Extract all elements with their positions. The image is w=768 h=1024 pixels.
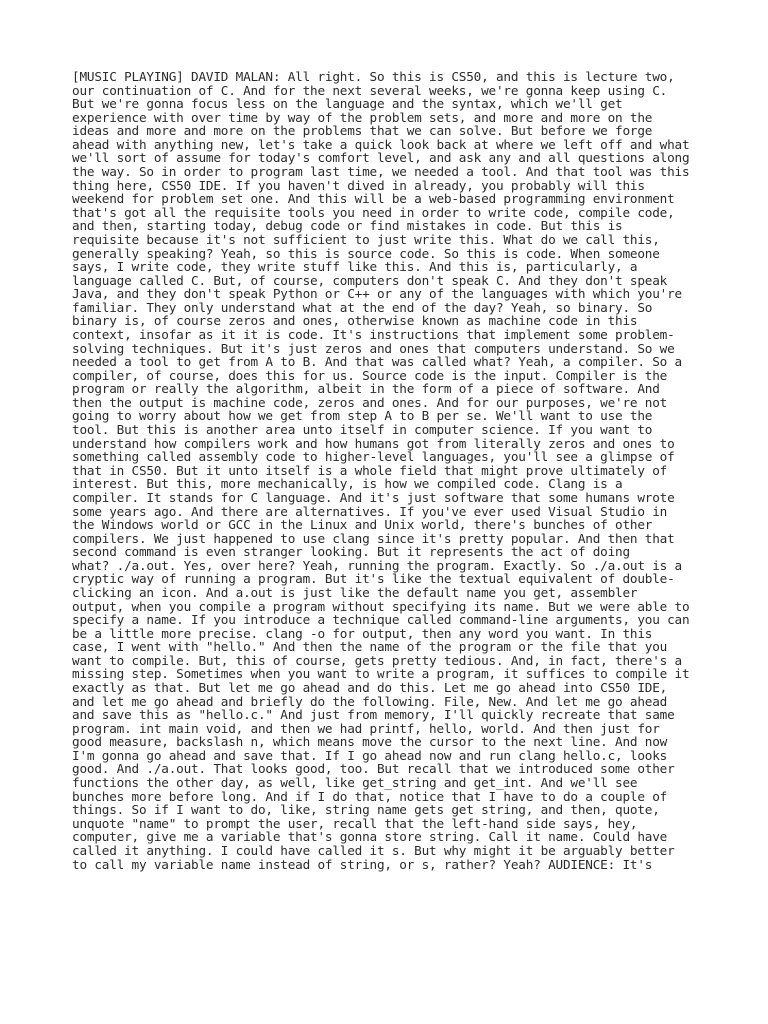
transcript-line: that's got all the requisite tools you need in order to write code, compile code,	[72, 204, 675, 220]
transcript-line: needed a tool to get from A to B. And that was called what? Yeah, a compiler. So a	[72, 354, 682, 370]
transcript-line: [MUSIC PLAYING] DAVID MALAN: All right. So this is CS50, and this is lecture two,	[72, 69, 675, 84]
transcript-line: familiar. They only understand what at the end of the day? Yeah, so binary. So	[72, 299, 653, 315]
transcript-line: context, insofar as it it is code. It's instructions that implement some problem-	[72, 326, 675, 342]
transcript-line: ahead with anything new, let's take a quick look back at where we left off and what	[72, 136, 690, 152]
transcript-line: missing step. Sometimes when you want to write a program, it suffices to compile it	[72, 666, 690, 682]
transcript-line: program. int main void, and then we had printf, hello, world. And then just for	[72, 720, 660, 736]
transcript-line: what? ./a.out. Yes, over here? Yeah, running the program. Exactly. So ./a.out is a	[72, 557, 682, 573]
transcript-line: something called assembly code to higher-level languages, you'll see a glimpse of	[72, 449, 675, 465]
transcript-line: things. So if I want to do, like, string name gets get string, and then, quote,	[72, 802, 660, 818]
transcript-line: requisite because it's not sufficient to just write this. What do we call this,	[72, 231, 660, 247]
transcript-line: weekend for problem set one. And this will be a web-based programming environment	[72, 191, 675, 207]
transcript-line: specify a name. If you introduce a technique called command-line arguments, you can	[72, 612, 690, 628]
transcript-line: computer, give me a variable that's gonna store string. Call it name. Could have	[72, 829, 668, 845]
transcript-line: interest. But this, more mechanically, is how we compiled code. Clang is a	[72, 476, 623, 492]
transcript-line: program or really the algorithm, albeit in the form of a piece of software. And	[72, 381, 660, 397]
transcript-line: and save this as "hello.c." And just from memory, I'll quickly recreate that same	[72, 707, 675, 723]
transcript-line: exactly as that. But let me go ahead and do this. Let me go ahead into CS50 IDE,	[72, 680, 668, 696]
transcript-line: generally speaking? Yeah, so this is source code. So this is code. When someone	[72, 245, 660, 261]
transcript-line: and then, starting today, debug code or find mistakes in code. But this is	[72, 218, 623, 234]
transcript-line: want to compile. But, this of course, gets pretty tedious. And, in fact, there's a	[72, 652, 682, 668]
transcript-line: Java, and they don't speak Python or C++ or any of the languages with which you're	[72, 286, 682, 302]
transcript-line: then the output is machine code, zeros and ones. And for our purposes, we're not	[72, 394, 668, 410]
transcript-line: experience with over time by way of the problem sets, and more and more on the	[72, 109, 653, 125]
transcript-line: our continuation of C. And for the next several weeks, we're gonna keep using C.	[72, 82, 668, 98]
transcript-line: thing here, CS50 IDE. If you haven't dived in already, you probably will this	[72, 177, 645, 193]
transcript-line: to call my variable name instead of string, or s, rather? Yeah? AUDIENCE: It's	[72, 856, 653, 872]
transcript-line: clicking an icon. And a.out is just like the default name you get, assembler	[72, 584, 638, 600]
transcript-line: tool. But this is another area unto itself in computer science. If you want to	[72, 422, 653, 438]
transcript-line: functions the other day, as well, like get_string and get_int. And we'll see	[72, 775, 638, 791]
transcript-line: says, I write code, they write stuff like this. And this is, particularly, a	[72, 259, 638, 275]
transcript-line: binary is, of course zeros and ones, otherwise known as machine code in this	[72, 313, 638, 329]
transcript-line: be a little more precise. clang -o for output, then any word you want. In this	[72, 625, 653, 641]
transcript-line: going to worry about how we get from step A to B per se. We'll want to use the	[72, 408, 653, 424]
transcript-line: and let me go ahead and briefly do the following. File, New. And let me go ahead	[72, 693, 668, 709]
transcript-line: But we're gonna focus less on the language and the syntax, which we'll get	[72, 96, 623, 112]
transcript-line: ideas and more and more on the problems that we can solve. But before we forge	[72, 123, 653, 139]
transcript-line: compiler. It stands for C language. And it's just software that some humans wrote	[72, 489, 675, 505]
transcript-line: compiler, of course, does this for us. Source code is the input. Compiler is the	[72, 367, 668, 383]
transcript-line: understand how compilers work and how humans got from literally zeros and ones to	[72, 435, 675, 451]
transcript-line: the way. So in order to program last time, we needed a tool. And that tool was this	[72, 164, 690, 180]
transcript-line: good measure, backslash n, which means move the cursor to the next line. And now	[72, 734, 668, 750]
transcript-line: case, I went with "hello." And then the name of the program or the file that you	[72, 639, 668, 655]
transcript-line: output, when you compile a program without specifying its name. But we were able to	[72, 598, 690, 614]
transcript-line: solving techniques. But it's just zeros and ones that computers understand. So we	[72, 340, 675, 356]
transcript-line: good. And ./a.out. That looks good, too. But recall that we introduced some other	[72, 761, 675, 777]
transcript-line: language called C. But, of course, computers don't speak C. And they don't speak	[72, 272, 668, 288]
transcript-line: the Windows world or GCC in the Linux and Unix world, there's bunches of other	[72, 517, 653, 533]
transcript-line: second command is even stranger looking. But it represents the act of doing	[72, 544, 630, 560]
transcript-line: cryptic way of running a program. But it's like the textual equivalent of double-	[72, 571, 675, 587]
transcript-line: I'm gonna go ahead and save that. If I go ahead now and run clang hello.c, looks	[72, 747, 668, 763]
transcript-line: compilers. We just happened to use clang since it's pretty popular. And then that	[72, 530, 675, 546]
transcript-page	[72, 70, 712, 871]
transcript-line: that in CS50. But it unto itself is a whole field that might prove ultimately of	[72, 462, 668, 478]
transcript-line: unquote "name" to prompt the user, recall that the left-hand side says, hey,	[72, 815, 638, 831]
transcript-line: bunches more before long. And if I do that, notice that I have to do a couple of	[72, 788, 668, 804]
transcript-line: some years ago. And there are alternatives. If you've ever used Visual Studio in	[72, 503, 668, 519]
transcript-line: called it anything. I could have called it s. But why might it be arguably better	[72, 842, 675, 858]
transcript-line: we'll sort of assume for today's comfort level, and ask any and all questions along	[72, 150, 690, 166]
